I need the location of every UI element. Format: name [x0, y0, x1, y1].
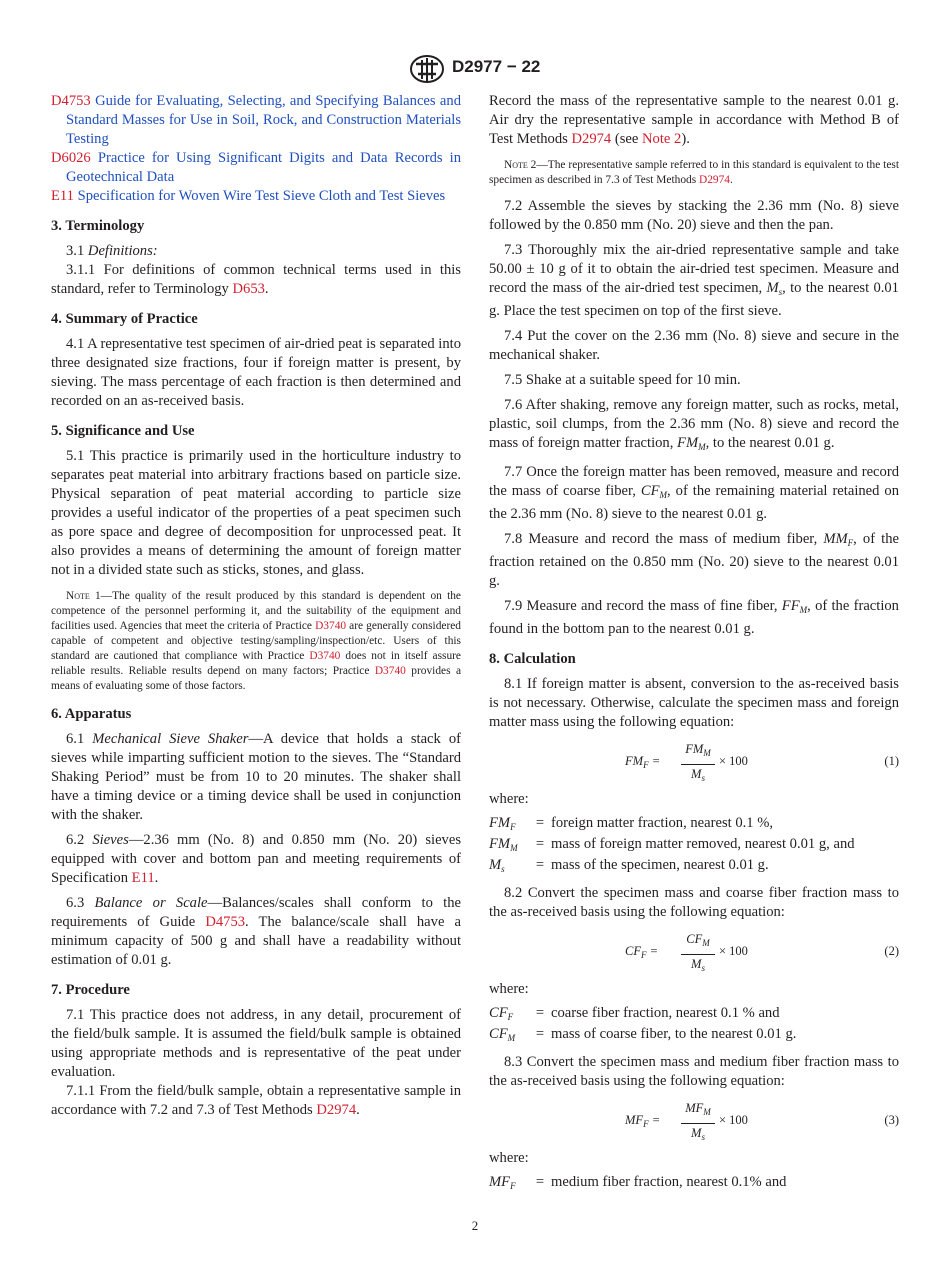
section-heading: 8. Calculation [489, 651, 576, 667]
ref-link[interactable]: D653 [232, 281, 265, 297]
ref-link[interactable]: D2974 [699, 174, 731, 186]
paragraph: 8.2 Convert the specimen mass and coarse fiber fraction mass to the as-received basis using the following equation: [489, 885, 899, 920]
ref-link[interactable]: D6026 [51, 150, 91, 166]
ref-link[interactable]: E11 [131, 870, 155, 886]
note-2: Note 2—The representative sample referred to in this standard is equivalent to the test specimen as described in 7.3 of Test Methods D2974. [489, 159, 899, 186]
paragraph: 6.3 Balance or Scale—Balances/scales shall conform to the requirements of Guide D4753. The balance/scale shall have a minimum capacity of 500 g and shall have a readability without estimation of 0.01 g. [51, 895, 461, 968]
paragraph: 7.6 After shaking, remove any foreign matter, such as rocks, metal, plastic, soil clumps, from the 2.36 mm (No. 8) sieve and record the mass of foreign matter fraction, $FM_M$, to the nearest 0.01 g. [489, 397, 899, 452]
ref-link[interactable]: D3740 [315, 620, 347, 632]
paragraph: Record the mass of the representative sample to the nearest 0.01 g. Air dry the representative sample in accordance with Method B of Test Methods D2974 (see Note 2). [489, 93, 899, 147]
where-label: where: [489, 981, 529, 997]
paragraph: 8.3 Convert the specimen mass and medium fiber fraction mass to the as-received basis using the following equation: [489, 1054, 899, 1089]
ref-link[interactable]: D3740 [374, 665, 406, 677]
page-number: 2 [471, 1218, 479, 1233]
note-link[interactable]: Note 2 [642, 131, 682, 147]
section-heading: 5. Significance and Use [51, 423, 195, 439]
paragraph: 7.1.1 From the field/bulk sample, obtain a representative sample in accordance with 7.2 and 7.3 of Test Methods D2974. [51, 1083, 461, 1118]
reference-item: D6026 Practice for Using Significant Digits and Data Records in Geotechnical Data [51, 150, 462, 185]
equation-3: $MF_F$ = $MF_M$ $M_s$ × 100 (3) [625, 1101, 899, 1142]
paragraph: 7.3 Thoroughly mix the air-dried representative sample and take 50.00 ± 10 g of it to obtain the air-dried test specimen. Measure and record the mass of the air-dried test specimen, $M_s$, to the nearest 0.01 g. Place the test specimen on top of the first sieve. [489, 242, 899, 319]
ref-link[interactable]: E11 [51, 188, 74, 204]
page-header [0, 54, 950, 84]
note-1: Note 1—The quality of the result produced by this standard is dependent on the competence of the personnel performing it, and the suitability of the equipment and facilities used. Agencies that meet the criteria of Practice D3740 are generally considered capable of competent and objective testing/sampling/inspection/etc. Users of this standard are cautioned that compliance with Practice D3740 does not in itself assure reliable results. Reliable results depend on many factors; Practice D3740 provides a means of evaluating some of those factors. [51, 590, 462, 692]
variable-list: $MF_F$ = medium fiber fraction, nearest 0.1% and [489, 1174, 787, 1191]
ref-link[interactable]: D2974 [316, 1102, 357, 1118]
ref-link[interactable]: D4753 [51, 93, 91, 109]
paragraph: 5.1 This practice is primarily used in the horticulture industry to separates peat material into arbitrary fractions based on particle size. Physical separation of peat material according to particle size provides a useful indicator of the properties of a peat specimen such as pore space and degree of decomposition for unprocessed peat. It also provides a means of determining the amount of foreign matter not in a divided state such as sticks, stones, and glass. [51, 448, 461, 578]
ref-link[interactable]: D2974 [571, 131, 612, 147]
where-label: where: [489, 791, 529, 807]
reference-item: D4753 Guide for Evaluating, Selecting, and Specifying Balances and Standard Masses for Use in Soil, Rock, and Construction Materials Testing [51, 93, 461, 147]
left-column [51, 92, 461, 1120]
paragraph: 7.7 Once the foreign matter has been removed, measure and record the mass of coarse fiber, $CF_M$, of the remaining material retained on the 2.36 mm (No. 8) sieve to the nearest 0.01 g. [489, 464, 900, 522]
paragraph: 7.4 Put the cover on the 2.36 mm (No. 8) sieve and secure in the mechanical shaker. [489, 328, 899, 363]
paragraph: 7.9 Measure and record the mass of fine fiber, $FF_M$, of the fraction found in the bottom pan to the nearest 0.01 g. [489, 598, 899, 637]
paragraph: 7.5 Shake at a suitable speed for 10 min. [504, 372, 741, 388]
equation-number: (1) [884, 754, 899, 768]
section-heading: 4. Summary of Practice [51, 311, 198, 327]
equation-2: $CF_F$ = $CF_M$ $M_s$ × 100 (2) [625, 932, 899, 973]
paragraph: 6.1 Mechanical Sieve Shaker—A device that holds a stack of sieves while imparting sufficient motion to the sieves. The “Standard Shaking Period” must be from 10 to 20 minutes. The shaker shall have a timing device or a timing device shall be used in conjunction with the shaker. [51, 731, 461, 823]
document-id: D2977 − 22 [452, 57, 541, 76]
equation-1: $FM_F$ = $FM_M$ $M_s$ × 100 (1) [625, 742, 899, 783]
paragraph: 4.1 A representative test specimen of air-dried peat is separated into three designated size fractions, four if foreign matter is present, by sieving. The mass percentage of each fraction is then determined and recorded on an as-received basis. [51, 336, 461, 409]
where-label: where: [489, 1150, 529, 1166]
variable-list: $FM_F$ = foreign matter fraction, nearest 0.1 %, $FM_M$ = mass of foreign matter removed, nearest 0.01 g, and $M_s$ = mass of the specimen, nearest 0.01 g. [489, 815, 855, 874]
paragraph: 6.2 Sieves—2.36 mm (No. 8) and 0.850 mm (No. 20) sieves equipped with cover and bottom pan and meeting requirements of Specification E11. [51, 832, 461, 886]
astm-logo-icon [408, 54, 446, 84]
right-column [489, 92, 899, 1195]
equation-number: (3) [884, 1113, 899, 1127]
section-heading: 7. Procedure [51, 982, 130, 998]
paragraph: 7.1 This practice does not address, in any detail, procurement of the field/bulk sample. It is assumed the field/bulk sample is obtained using appropriate methods and is representative of the peat under evaluation. [51, 1007, 461, 1080]
equation-number: (2) [884, 944, 899, 958]
paragraph: 3.1 Definitions: [66, 243, 158, 259]
section-heading: 3. Terminology [51, 218, 145, 234]
paragraph: 7.2 Assemble the sieves by stacking the 2.36 mm (No. 8) sieve followed by the 0.850 mm (No. 20) sieve and then the pan. [489, 198, 899, 233]
reference-item: E11 Specification for Woven Wire Test Sieve Cloth and Test Sieves [51, 188, 446, 204]
variable-list: $CF_F$ = coarse fiber fraction, nearest 0.1 % and $CF_M$ = mass of coarse fiber, to the nearest 0.01 g. [489, 1005, 797, 1043]
paragraph: 3.1.1 For definitions of common technical terms used in this standard, refer to Terminology D653. [51, 262, 461, 297]
ref-link[interactable]: D3740 [309, 650, 341, 662]
paragraph: 7.8 Measure and record the mass of medium fiber, $MM_F$, of the fraction retained on the 0.850 mm (No. 20) sieve to the nearest 0.01 g. [489, 531, 900, 589]
paragraph: 8.1 If foreign matter is absent, conversion to the as-received basis is not necessary. Otherwise, calculate the specimen mass and foreign matter mass using the following equation: [489, 676, 899, 730]
section-heading: 6. Apparatus [51, 706, 132, 722]
ref-link[interactable]: D4753 [205, 914, 246, 930]
